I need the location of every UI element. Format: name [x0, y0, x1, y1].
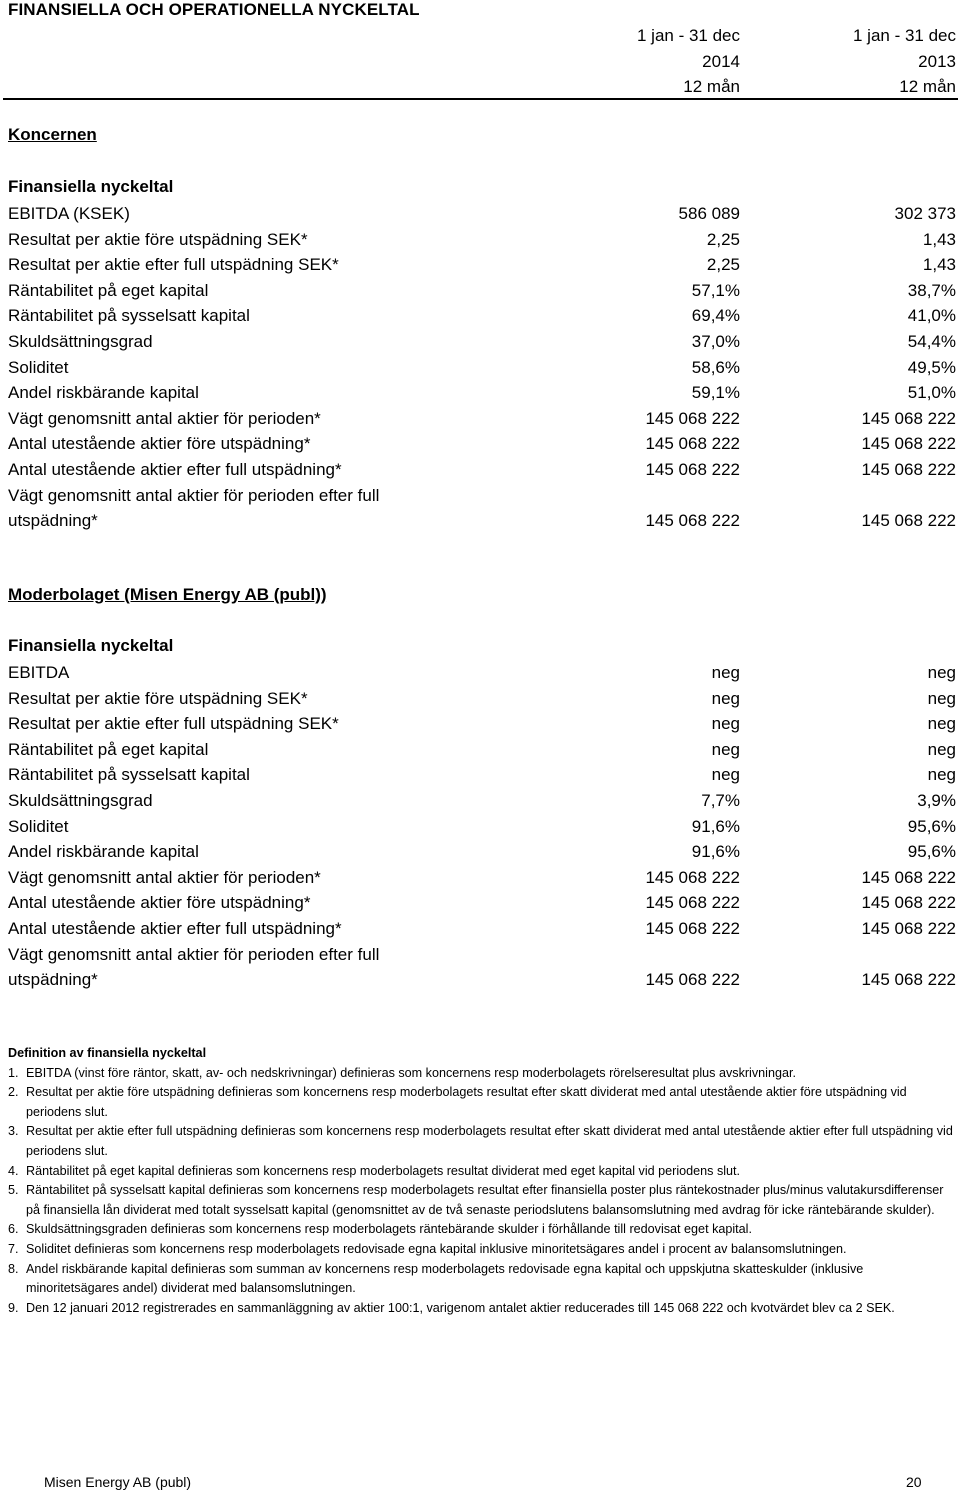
- row-label: Resultat per aktie före utspädning SEK*: [8, 688, 308, 708]
- row-label: Räntabilitet på eget kapital: [8, 739, 209, 759]
- table-row: [0, 483, 960, 534]
- value-2014: 145 068 222: [645, 970, 740, 990]
- value-2013: 49,5%: [907, 357, 956, 377]
- definition-text: EBITDA (vinst före räntor, skatt, av- och nedskrivningar) definieras som koncernens resp moderbolagets rörelseresultat plus avskrivningar.: [26, 1065, 796, 1080]
- row-label: Antal utestående aktier före utspädning*: [8, 434, 311, 454]
- group-table: [0, 201, 960, 534]
- row-label: Andel riskbärande kapital: [8, 383, 199, 403]
- table-row: [0, 788, 960, 814]
- row-label: Skuldsättningsgrad: [8, 331, 153, 351]
- value-2013: 95,6%: [907, 842, 956, 862]
- definition-text: Räntabilitet på eget kapital definieras som koncernens resp moderbolagets resultat dividerat med eget kapital vid periodens slut.: [26, 1163, 741, 1178]
- table-row: [0, 660, 960, 686]
- table-row: [0, 737, 960, 763]
- value-2014: neg: [711, 714, 740, 734]
- row-label: Resultat per aktie efter full utspädning SEK*: [8, 714, 339, 734]
- table-row: [0, 839, 960, 865]
- definition-text: Soliditet definieras som koncernens resp moderbolagets redovisade egna kapital inklusive minoritetsägares andel i procent av balansomslutningen.: [26, 1241, 847, 1256]
- value-2014: 586 089: [678, 204, 740, 223]
- column-months: 12 mån: [899, 77, 956, 96]
- value-2014: 69,4%: [691, 306, 740, 326]
- definition-item: [8, 1220, 953, 1240]
- footer-company: Misen Energy AB (publ): [44, 1474, 192, 1490]
- value-2013: 1,43: [922, 229, 956, 249]
- table-row: [0, 329, 960, 355]
- table-row: [0, 431, 960, 457]
- definition-number: 9.: [8, 1300, 19, 1315]
- value-2013: 54,4%: [907, 331, 956, 351]
- definition-item: [8, 1064, 953, 1084]
- value-2013: 38,7%: [907, 280, 956, 300]
- table-row: [0, 942, 960, 993]
- row-label: Antal utestående aktier efter full utspädning*: [8, 459, 342, 479]
- value-2013: 145 068 222: [861, 970, 956, 990]
- definitions-title: Definition av finansiella nyckeltal: [8, 1046, 207, 1060]
- row-label: Vägt genomsnitt antal aktier för perioden efter full utspädning*: [8, 485, 380, 531]
- value-2014: 59,1%: [691, 383, 740, 403]
- value-2013: neg: [927, 688, 956, 708]
- definition-number: 6.: [8, 1222, 19, 1237]
- page-number: 20: [906, 1474, 922, 1490]
- row-label: Vägt genomsnitt antal aktier för perioden efter full utspädning*: [8, 944, 380, 990]
- row-label: Skuldsättningsgrad: [8, 790, 153, 810]
- value-2014: 91,6%: [691, 842, 740, 862]
- header-divider: [3, 98, 958, 100]
- table-row: [0, 890, 960, 916]
- table-row: [0, 762, 960, 788]
- row-label: Andel riskbärande kapital: [8, 842, 199, 862]
- row-label: Soliditet: [8, 357, 69, 377]
- row-label: Soliditet: [8, 816, 69, 836]
- value-2014: 145 068 222: [645, 511, 740, 531]
- value-2014: 2,25: [706, 255, 740, 275]
- value-2014: 57,1%: [691, 280, 740, 300]
- definition-text: Andel riskbärande kapital definieras som summan av koncernens resp moderbolagets redovisade egna kapital och uppskjutna skatteskulder (inklusive minoritetsägares andel) dividerat med balansomslutningen.: [26, 1261, 864, 1296]
- value-2014: 58,6%: [691, 357, 740, 377]
- column-months: 12 mån: [683, 77, 740, 96]
- definition-text: Skuldsättningsgraden definieras som koncernens resp moderbolagets räntebärande skulder i förhållande till redovisat eget kapital.: [26, 1222, 752, 1237]
- value-2013: 145 068 222: [861, 434, 956, 454]
- definition-item: [8, 1240, 953, 1260]
- definition-item: [8, 1162, 953, 1182]
- row-label: Resultat per aktie efter full utspädning SEK*: [8, 255, 339, 275]
- row-label: Antal utestående aktier efter full utspädning*: [8, 918, 342, 938]
- page-title: FINANSIELLA OCH OPERATIONELLA NYCKELTAL: [8, 0, 420, 19]
- subsection-title-group: Finansiella nyckeltal: [8, 177, 174, 196]
- value-2014: 145 068 222: [645, 408, 740, 428]
- value-2014: 2,25: [706, 229, 740, 249]
- column-header-2013: [775, 23, 956, 100]
- value-2014: 37,0%: [691, 331, 740, 351]
- value-2014: 145 068 222: [645, 459, 740, 479]
- table-row: [0, 711, 960, 737]
- value-2014: 91,6%: [691, 816, 740, 836]
- parent-table: [0, 660, 960, 993]
- value-2013: 145 068 222: [861, 867, 956, 887]
- value-2014: 7,7%: [701, 790, 740, 810]
- table-row: [0, 916, 960, 942]
- value-2013: 145 068 222: [861, 893, 956, 913]
- definition-number: 5.: [8, 1183, 19, 1198]
- row-label: EBITDA: [8, 663, 70, 682]
- table-row: [0, 814, 960, 840]
- row-label: Resultat per aktie före utspädning SEK*: [8, 229, 308, 249]
- column-year: 2014: [702, 51, 740, 71]
- section-title-group: Koncernen: [8, 125, 97, 144]
- value-2013: neg: [927, 663, 956, 682]
- table-row: [0, 865, 960, 891]
- value-2014: 145 068 222: [645, 893, 740, 913]
- value-2013: 145 068 222: [861, 511, 956, 531]
- definitions: [8, 1044, 953, 1318]
- value-2014: neg: [711, 688, 740, 708]
- table-row: [0, 406, 960, 432]
- definition-text: Räntabilitet på sysselsatt kapital definieras som koncernens resp moderbolagets resultat efter finansiella poster plus räntekostnader plus/minus valutakursdifferenser på finansiella lån dividerat med totalt sysselsatt kapital (genomsnittet av de två senaste periodslutens balansomslutning med avdrag för icke räntebärande skulder).: [26, 1183, 944, 1217]
- definition-number: 8.: [8, 1261, 19, 1276]
- table-row: [0, 686, 960, 712]
- column-period: 1 jan - 31 dec: [852, 26, 956, 45]
- definition-text: Resultat per aktie efter full utspädning definieras som koncernens resp moderbolagets resultat efter skatt dividerat med antal utestående aktier efter full utspädning vid periodens slut.: [26, 1124, 953, 1158]
- row-label: EBITDA (KSEK): [8, 204, 130, 223]
- value-2013: 145 068 222: [861, 918, 956, 938]
- value-2013: 145 068 222: [861, 408, 956, 428]
- table-row: [0, 252, 960, 278]
- row-label: Vägt genomsnitt antal aktier för perioden*: [8, 867, 321, 887]
- row-label: Räntabilitet på sysselsatt kapital: [8, 765, 250, 785]
- definition-item: [8, 1181, 953, 1220]
- value-2013: 3,9%: [917, 790, 956, 810]
- value-2014: neg: [711, 765, 740, 785]
- value-2013: 95,6%: [907, 816, 956, 836]
- row-label: Antal utestående aktier före utspädning*: [8, 893, 311, 913]
- definition-number: 4.: [8, 1163, 19, 1178]
- table-row: [0, 457, 960, 483]
- definition-number: 1.: [8, 1065, 19, 1080]
- definitions-list: [8, 1064, 953, 1319]
- value-2014: neg: [711, 663, 740, 682]
- definition-item: [8, 1122, 953, 1161]
- value-2013: 145 068 222: [861, 459, 956, 479]
- value-2014: 145 068 222: [645, 867, 740, 887]
- value-2014: 145 068 222: [645, 918, 740, 938]
- table-row: [0, 355, 960, 381]
- table-row: [0, 201, 960, 227]
- definition-number: 2.: [8, 1085, 19, 1100]
- row-label: Vägt genomsnitt antal aktier för perioden*: [8, 408, 321, 428]
- definition-text: Resultat per aktie före utspädning definieras som koncernens resp moderbolagets resultat efter skatt dividerat med antal utestående aktier före utspädning vid periodens slut.: [26, 1085, 907, 1119]
- subsection-title-parent: Finansiella nyckeltal: [8, 636, 174, 655]
- definition-number: 3.: [8, 1124, 19, 1139]
- value-2013: neg: [927, 765, 956, 785]
- column-year: 2013: [918, 51, 956, 71]
- section-title-parent: Moderbolaget (Misen Energy AB (publ)): [8, 585, 327, 604]
- table-row: [0, 278, 960, 304]
- value-2013: 1,43: [922, 255, 956, 275]
- value-2013: 41,0%: [907, 306, 956, 326]
- column-period: 1 jan - 31 dec: [636, 26, 740, 45]
- definition-text: Den 12 januari 2012 registrerades en sammanläggning av aktier 100:1, varigenom antalet aktier reducerades till 145 068 222 och kvotvärdet blev ca 2 SEK.: [26, 1300, 895, 1315]
- column-header-2014: [560, 23, 740, 100]
- value-2013: 302 373: [894, 204, 956, 223]
- value-2014: 145 068 222: [645, 434, 740, 454]
- row-label: Räntabilitet på eget kapital: [8, 280, 209, 300]
- table-row: [0, 380, 960, 406]
- table-row: [0, 303, 960, 329]
- definition-item: [8, 1299, 953, 1319]
- definition-number: 7.: [8, 1241, 19, 1256]
- value-2013: 51,0%: [907, 383, 956, 403]
- table-row: [0, 227, 960, 253]
- definition-item: [8, 1083, 953, 1122]
- value-2014: neg: [711, 739, 740, 759]
- row-label: Räntabilitet på sysselsatt kapital: [8, 306, 250, 326]
- value-2013: neg: [927, 714, 956, 734]
- value-2013: neg: [927, 739, 956, 759]
- definition-item: [8, 1260, 953, 1299]
